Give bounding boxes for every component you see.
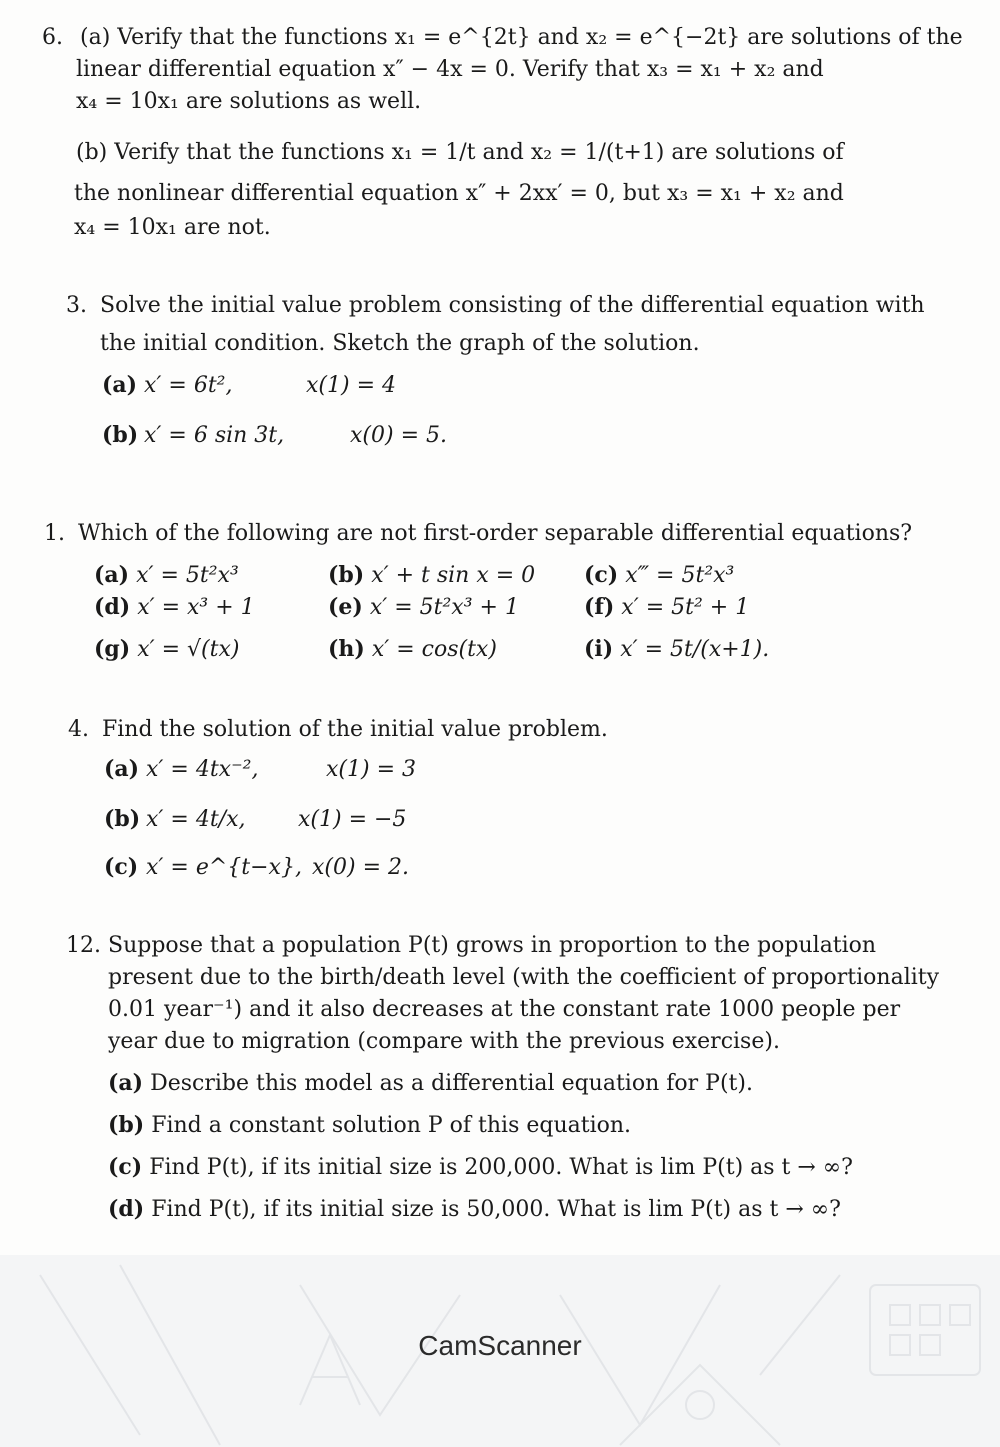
problem-12b-label: (b): [108, 1112, 145, 1138]
problem-12d-text: Find P(t), if its initial size is 50,000. What is lim P(t) as t → ∞?: [151, 1197, 841, 1222]
problem-3a-label: (a): [102, 372, 138, 398]
option-i-equation: x′ = 5t/(x+1).: [620, 637, 770, 662]
option-i-label: (i): [584, 636, 614, 662]
problem-4b-condition: x(1) = −5: [298, 807, 407, 832]
problem-12-line-1: Suppose that a population P(t) grows in proportion to the population: [108, 933, 877, 958]
problem-3a-condition: x(1) = 4: [306, 373, 396, 398]
problem-4b-equation: x′ = 4t/x,: [146, 807, 246, 832]
option-a-label: (a): [94, 562, 130, 588]
problem-1-text: Which of the following are not first-order separable differential equations?: [78, 521, 913, 546]
problem-12a-label: (a): [108, 1070, 144, 1096]
problem-4a-equation: x′ = 4tx⁻²,: [146, 757, 259, 782]
problem-6-line-4: (b) Verify that the functions x₁ = 1/t and x₂ = 1/(t+1) are solutions of: [76, 140, 844, 165]
problem-12-line-4: year due to migration (compare with the previous exercise).: [108, 1029, 780, 1054]
problem-12-number: 12.: [66, 933, 101, 958]
option-f-equation: x′ = 5t² + 1: [621, 595, 750, 620]
problem-4c-condition: x(0) = 2.: [312, 855, 409, 880]
option-g: [94, 634, 239, 665]
problem-12-line-3: 0.01 year⁻¹) and it also decreases at the constant rate 1000 people per: [108, 997, 901, 1022]
option-g-equation: x′ = √(tx): [137, 637, 240, 662]
option-a-equation: x′ = 5t²x³: [136, 563, 239, 588]
problem-12a-text: Describe this model as a differential equation for P(t).: [150, 1071, 753, 1096]
problem-1: [44, 518, 944, 688]
option-b-equation: x′ + t sin x = 0: [371, 563, 536, 588]
option-h-label: (h): [328, 636, 365, 662]
problem-12d: [108, 1194, 841, 1225]
problem-6-number: 6.: [42, 25, 63, 50]
option-b-label: (b): [328, 562, 365, 588]
problem-6-line-2: linear differential equation x″ − 4x = 0. Verify that x₃ = x₁ + x₂ and: [76, 57, 824, 82]
problem-3b-condition: x(0) = 5.: [350, 423, 447, 448]
problem-3b-equation: x′ = 6 sin 3t,: [144, 423, 285, 448]
problem-4b-label: (b): [104, 806, 141, 832]
option-i: [584, 634, 769, 665]
camscanner-brand: CamScanner: [418, 1330, 582, 1361]
problem-3-number: 3.: [66, 293, 87, 318]
problem-12b: [108, 1110, 631, 1141]
option-b: [328, 560, 535, 591]
problem-6-line-6: x₄ = 10x₁ are not.: [74, 215, 271, 240]
problem-6: [42, 22, 963, 242]
problem-4-text: Find the solution of the initial value problem.: [102, 717, 608, 742]
problem-12a: [108, 1068, 753, 1099]
problem-12c: [108, 1152, 853, 1183]
option-c-equation: x‴ = 5t²x³: [625, 563, 735, 588]
problem-6-line-5: the nonlinear differential equation x″ + 2xx′ = 0, but x₃ = x₁ + x₂ and: [74, 181, 844, 206]
option-d-label: (d): [94, 594, 131, 620]
option-f-label: (f): [584, 594, 615, 620]
problem-3a-equation: x′ = 6t²,: [144, 373, 233, 398]
problem-12d-label: (d): [108, 1196, 145, 1222]
problem-12: [66, 930, 946, 1230]
problem-4a-label: (a): [104, 756, 140, 782]
option-f: [584, 592, 749, 623]
problem-12c-text: Find P(t), if its initial size is 200,000. What is lim P(t) as t → ∞?: [149, 1155, 853, 1180]
option-c-label: (c): [584, 562, 619, 588]
option-d-equation: x′ = x³ + 1: [137, 595, 255, 620]
problem-3-line-2: the initial condition. Sketch the graph of the solution.: [100, 331, 700, 356]
problem-1-number: 1.: [44, 521, 65, 546]
option-g-label: (g): [94, 636, 131, 662]
problem-4: [68, 714, 928, 894]
problem-4-number: 4.: [68, 717, 89, 742]
problem-3: [66, 290, 946, 460]
option-e-equation: x′ = 5t²x³ + 1: [369, 595, 519, 620]
problem-4c-equation: x′ = e^{t−x},: [146, 855, 302, 880]
problem-12b-text: Find a constant solution P of this equation.: [151, 1113, 632, 1138]
option-e-label: (e): [328, 594, 363, 620]
problem-12-line-2: present due to the birth/death level (with the coefficient of proportionality: [108, 965, 940, 990]
option-e: [328, 592, 519, 623]
option-c: [584, 560, 734, 591]
problem-6-line-3: x₄ = 10x₁ are solutions as well.: [76, 89, 422, 114]
option-d: [94, 592, 255, 623]
problem-6-line-1: (a) Verify that the functions x₁ = e^{2t} and x₂ = e^{−2t} are solutions of the: [80, 25, 963, 50]
problem-12c-label: (c): [108, 1154, 143, 1180]
problem-4a-condition: x(1) = 3: [326, 757, 416, 782]
option-h: [328, 634, 497, 665]
problem-3-line-1: Solve the initial value problem consisting of the differential equation with: [100, 293, 925, 318]
problem-4c-label: (c): [104, 854, 139, 880]
problem-3b-label: (b): [102, 422, 139, 448]
option-h-equation: x′ = cos(tx): [371, 637, 497, 662]
option-a: [94, 560, 239, 591]
